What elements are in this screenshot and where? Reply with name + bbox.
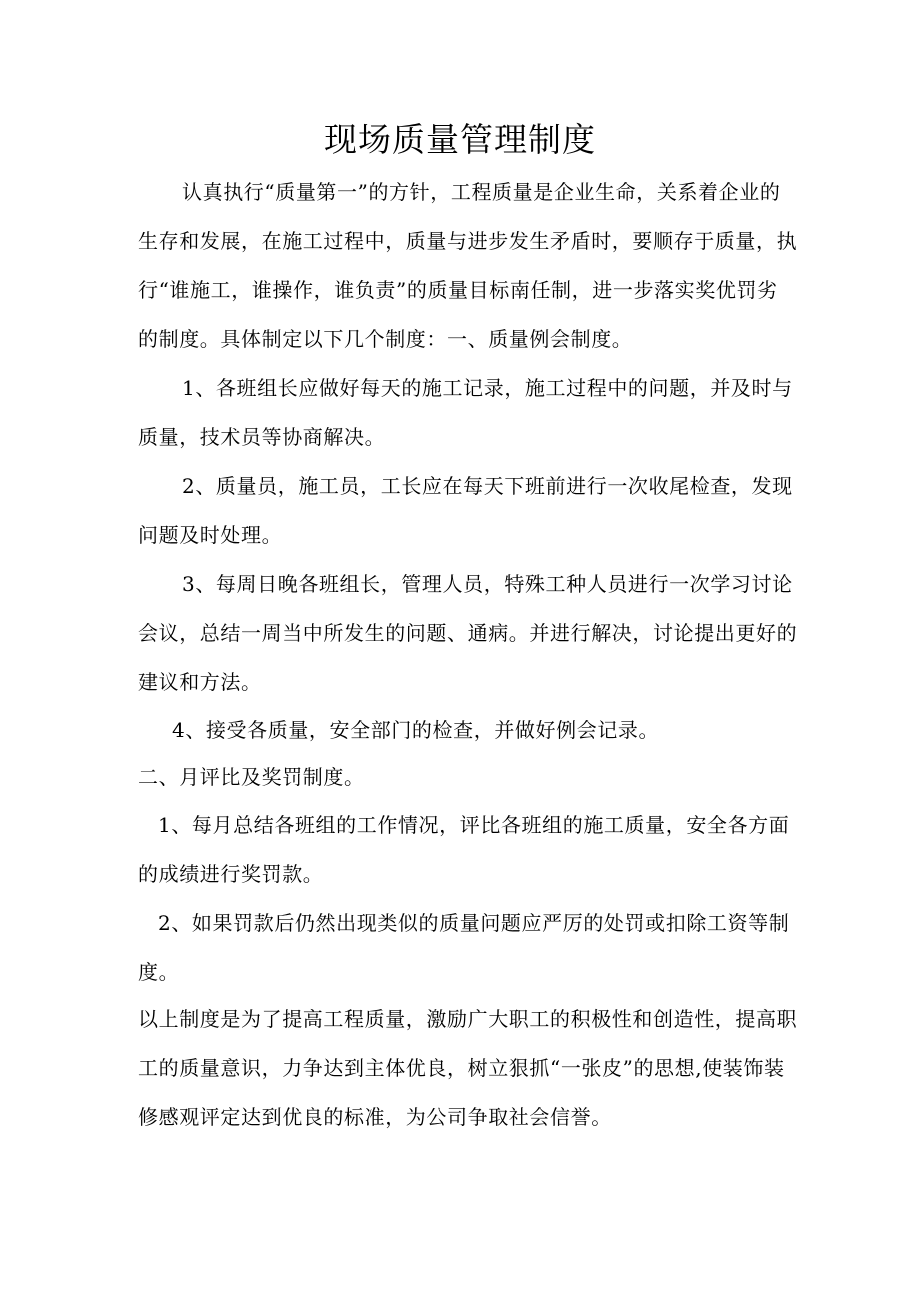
text-line: 生存和发展，在施工过程中，质量与进步发生矛盾时，要顺存于质量，执	[138, 229, 798, 253]
text-line: 的成绩进行奖罚款。	[138, 862, 324, 886]
text-line: 1、各班组长应做好每天的施工记录，施工过程中的问题，并及时与	[182, 376, 793, 400]
paragraph-item-3	[138, 560, 798, 707]
text-line: 3、每周日晚各班组长，管理人员，特殊工种人员进行一次学习讨论	[182, 572, 793, 596]
paragraph-reward-1	[138, 801, 790, 899]
text-line: 度。	[138, 960, 180, 984]
section-heading	[138, 753, 786, 802]
text-line: 1、每月总结各班组的工作情况，评比各班组的施工质量，安全各方面	[158, 813, 790, 837]
text-line: 行“谁施工，谁操作，谁负责”的质量目标南任制，进一步落实奖优罚劣	[138, 278, 778, 302]
text-line: 2、质量员，施工员，工长应在每天下班前进行一次收尾检查，发现	[182, 474, 793, 498]
paragraph-item-4	[138, 706, 786, 755]
paragraph-item-1	[138, 364, 793, 462]
text-line: 以上制度是为了提高工程质量，激励广大职工的积极性和创造性，提高职	[138, 1007, 798, 1031]
text-line: 4、接受各质量，安全部门的检查，并做好例会记录。	[172, 718, 660, 742]
document-title: 现场质量管理制度	[324, 120, 596, 159]
text-line: 问题及时处理。	[138, 523, 283, 547]
paragraph-conclusion	[138, 995, 798, 1142]
paragraph-item-2	[138, 462, 793, 560]
text-line: 二、月评比及奖罚制度。	[138, 765, 365, 789]
text-line: 工的质量意识，力争达到主体优良，树立狠抓“一张皮”的思想,使装饰装	[138, 1056, 785, 1080]
text-line: 建议和方法。	[138, 670, 262, 694]
paragraph-reward-2	[138, 899, 790, 997]
text-line: 质量，技术员等协商解决。	[138, 425, 386, 449]
paragraph-intro	[138, 168, 798, 364]
text-line: 2、如果罚款后仍然出现类似的质量问题应严厉的处罚或扣除工资等制	[158, 911, 790, 935]
text-line: 会议，总结一周当中所发生的问题、通病。并进行解决，讨论提出更好的	[138, 621, 798, 645]
text-line: 修感观评定达到优良的标准，为公司争取社会信誉。	[138, 1105, 612, 1129]
text-line: 认真执行“质量第一”的方针，工程质量是企业生命，关系着企业的	[182, 180, 781, 204]
text-line: 的制度。具体制定以下几个制度：一、质量例会制度。	[138, 327, 633, 351]
